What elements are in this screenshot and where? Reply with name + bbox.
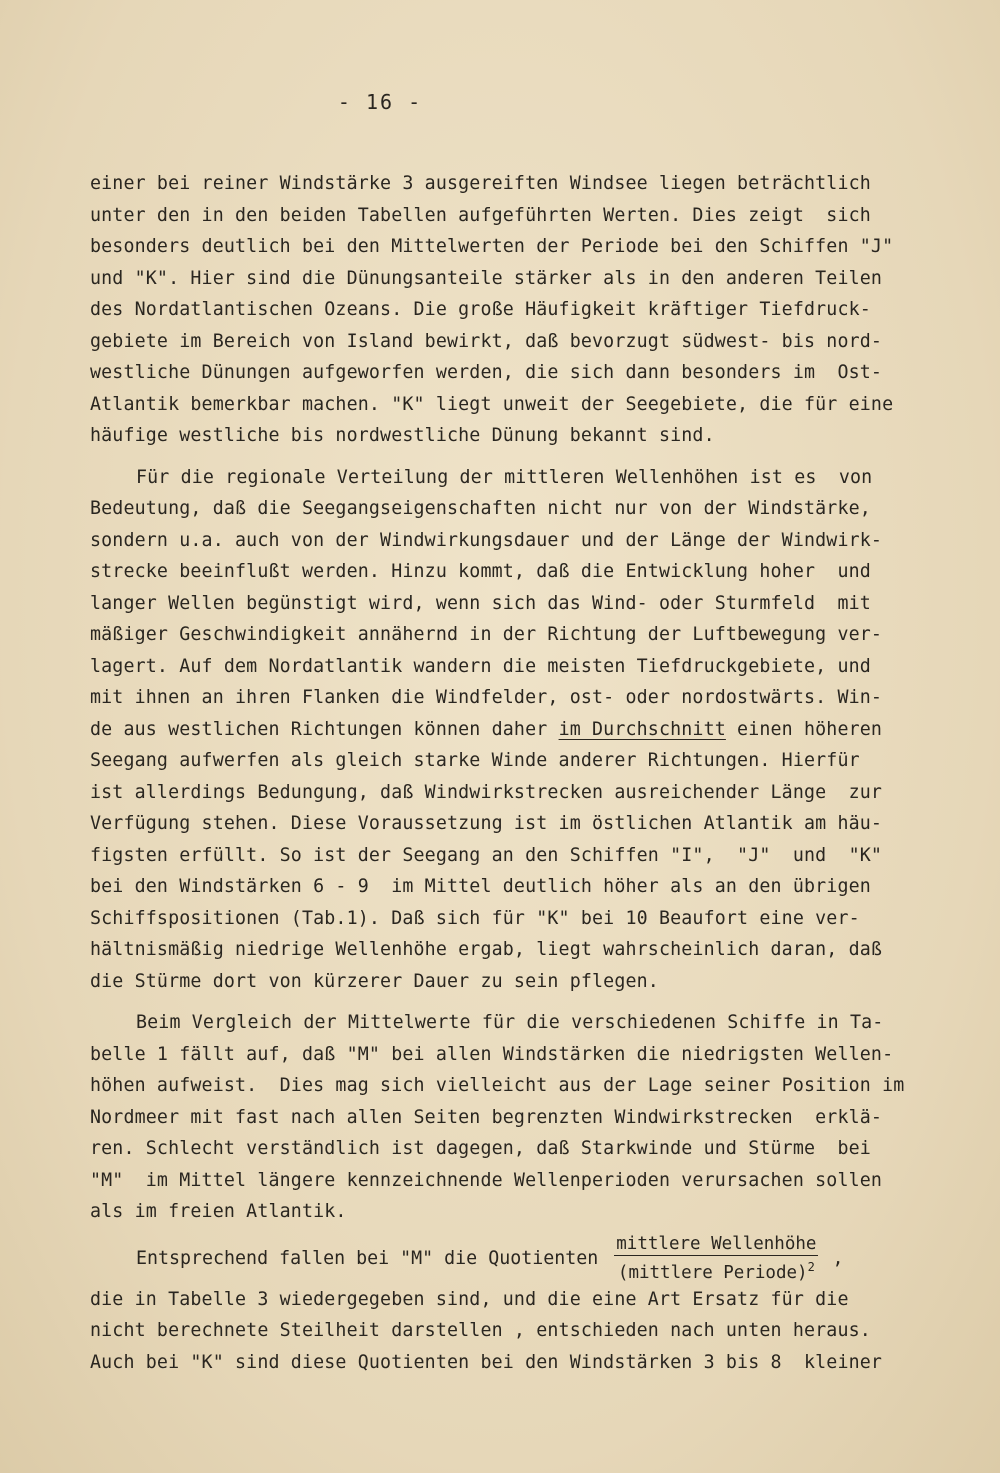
body-text — [90, 168, 910, 1378]
text-line: und "K". Hier sind die Dünungsanteile stärker als in den anderen Teilen — [90, 267, 883, 289]
text-line: lagert. Auf dem Nordatlantik wandern die meisten Tiefdruckgebiete, und — [90, 655, 871, 677]
text-line: als im freien Atlantik. — [90, 1201, 347, 1222]
text-line: sondern u.a. auch von der Windwirkungsdauer und der Länge der Windwirk- — [90, 529, 883, 551]
text-line: Beim Vergleich der Mittelwerte für die verschiedenen Schiffe in Ta- — [136, 1012, 884, 1033]
text-line: häufige westliche bis nordwestliche Dünung bekannt sind. — [90, 425, 715, 446]
text-line: die Stürme dort von kürzerer Dauer zu sein pflegen. — [90, 970, 659, 992]
text-line: des Nordatlantischen Ozeans. Die große Häufigkeit kräftiger Tiefdruck- — [90, 299, 871, 320]
text-line: figsten erfüllt. So ist der Seegang an den Schiffen "I", "J" und "K" — [90, 844, 883, 866]
page-number: - 16 - — [337, 90, 423, 114]
paragraph-3 — [90, 1007, 910, 1228]
text-line: gebiete im Bereich von Island bewirkt, daß bevorzugt südwest- bis nord- — [90, 330, 883, 352]
formula-lead-text: Entsprechend fallen bei "M" die Quotienten — [136, 1248, 599, 1269]
text-line: belle 1 fällt auf, daß "M" bei allen Windstärken die niedrigsten Wellen- — [90, 1043, 894, 1065]
text-line: ren. Schlecht verständlich ist dagegen, daß Starkwinde und Stürme bei — [90, 1138, 871, 1159]
quotient-fraction — [614, 1234, 818, 1283]
text-line: ist allerdings Bedungung, daß Windwirkstrecken ausreichender Länge zur — [90, 781, 883, 803]
denominator-text: (mittlere Periode) — [617, 1262, 808, 1283]
text-line: bei den Windstärken 6 - 9 im Mittel deutlich höher als an den übrigen — [90, 876, 871, 897]
text-line: Für die regionale Verteilung der mittleren Wellenhöhen ist es von — [136, 466, 873, 488]
paragraph-2 — [90, 462, 910, 998]
text-line: westliche Dünungen aufgeworfen werden, die sich dann besonders im Ost- — [90, 362, 883, 383]
text-line: höhen aufweist. Dies mag sich vielleicht aus der Lage seiner Position im — [90, 1075, 905, 1096]
text-line: Atlantik bemerkbar machen. "K" liegt unweit der Seegebiete, die für eine — [90, 393, 894, 415]
text-line: Nordmeer mit fast nach allen Seiten begrenzten Windwirkstrecken erklä- — [90, 1106, 883, 1128]
text-line: nicht berechnete Steilheit darstellen , entschieden nach unten heraus. — [90, 1320, 871, 1341]
text-line: einer bei reiner Windstärke 3 ausgereiften Windsee liegen beträchtlich — [90, 173, 871, 194]
paragraph-1 — [90, 168, 910, 452]
text-line: besonders deutlich bei den Mittelwerten der Periode bei den Schiffen "J" — [90, 236, 894, 257]
paragraph-gap — [90, 452, 910, 462]
formula-trail: , — [832, 1248, 844, 1269]
text-line-with-underline — [90, 714, 910, 746]
text-line: Bedeutung, daß die Seegangseigenschaften nicht nur von der Windstärke, — [90, 498, 871, 519]
text-line: langer Wellen begünstigt wird, wenn sich das Wind- oder Sturmfeld mit — [90, 592, 871, 614]
text-line: hältnismäßig niedrige Wellenhöhe ergab, liegt wahrscheinlich daran, daß — [90, 939, 883, 960]
fraction-denominator — [618, 1256, 815, 1283]
paragraph-gap — [90, 997, 910, 1007]
text-line: mäßiger Geschwindigkeit annähernd in der Richtung der Luftbewegung ver- — [90, 624, 883, 645]
text-line: die in Tabelle 3 wiedergegeben sind, und die eine Art Ersatz für die — [90, 1288, 849, 1310]
exponent: 2 — [807, 1260, 815, 1275]
text-line: "M" im Mittel längere kennzeichnende Wellenperioden verursachen sollen — [90, 1169, 883, 1191]
text-line: strecke beeinflußt werden. Hinzu kommt, daß die Entwicklung hoher und — [90, 561, 871, 582]
fraction-numerator: mittlere Wellenhöhe — [616, 1234, 817, 1255]
text-segment: einen höheren — [725, 718, 883, 740]
paragraph-4 — [90, 1234, 910, 1379]
text-line: Seegang aufwerfen als gleich starke Winde anderer Richtungen. Hierfür — [90, 750, 860, 771]
text-segment: de aus westlichen Richtungen können daher — [90, 718, 559, 740]
text-line: Schiffspositionen (Tab.1). Daß sich für "K" bei 10 Beaufort eine ver- — [90, 907, 860, 929]
text-line: unter den in den beiden Tabellen aufgeführten Werten. Dies zeigt sich — [90, 204, 871, 226]
text-line: Auch bei "K" sind diese Quotienten bei den Windstärken 3 bis 8 kleiner — [90, 1351, 883, 1373]
text-line: Verfügung stehen. Diese Voraussetzung ist im östlichen Atlantik am häu- — [90, 813, 883, 834]
underlined-text: im Durchschnitt — [558, 718, 726, 740]
text-line: mit ihnen an ihren Flanken die Windfelder, ost- oder nordostwärts. Win- — [90, 687, 883, 708]
formula-line — [90, 1234, 910, 1284]
